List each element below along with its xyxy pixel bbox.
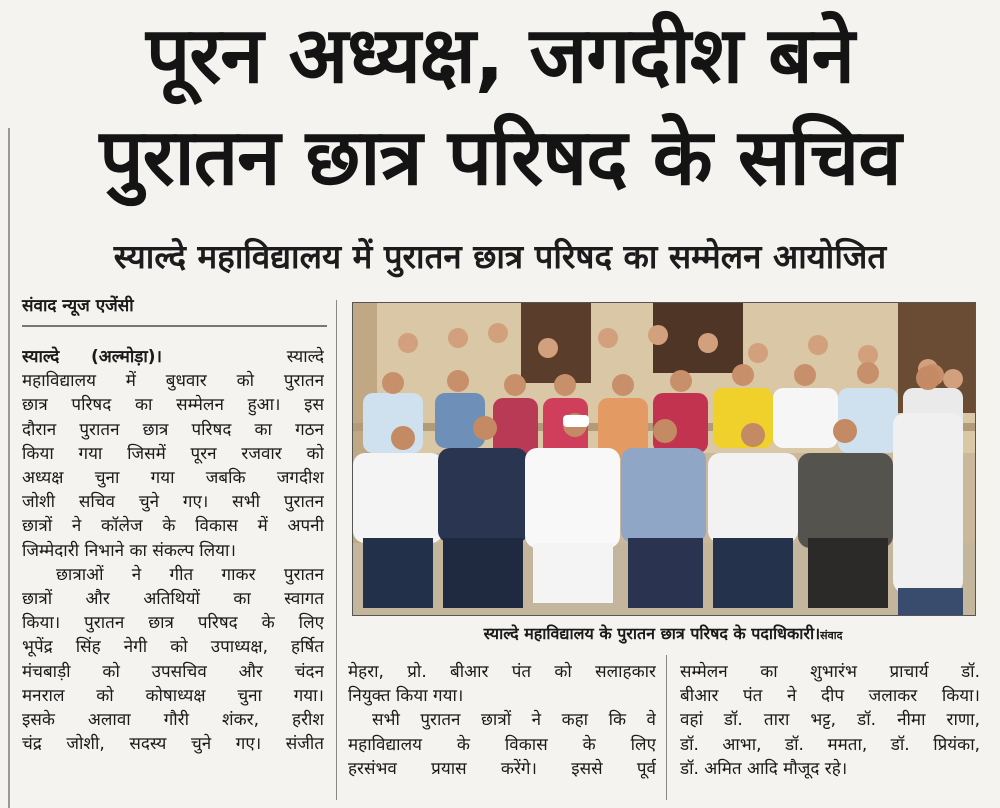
article-line: महाविद्यालय के विकास के लिए (348, 734, 656, 755)
article-line: दौरान पुरातन छात्र परिषद का गठन (22, 419, 324, 440)
article-line: मेहरा, प्रो. बीआर पंत को सलाहकार (348, 662, 656, 682)
article-line: वहां डॉ. तारा भट्ट, डॉ. नीमा राणा, (680, 710, 980, 731)
article-line: जिम्मेदारी निभाने का संकल्प लिया। (22, 540, 236, 561)
article-line: सम्मेलन का शुभारंभ प्राचार्य डॉ. (680, 662, 980, 682)
article-line: हरसंभव प्रयास करेंगे। इससे पूर्व (348, 758, 656, 779)
column-divider (666, 655, 667, 800)
article-line: छात्र परिषद का सम्मेलन हुआ। इस (22, 395, 324, 416)
article-line: अध्यक्ष चुना गया जबकि जगदीश (22, 468, 324, 489)
article-line: जोशी सचिव चुने गए। सभी पुरातन (22, 492, 324, 513)
article-line: भूपेंद्र सिंह नेगी को उपाध्यक्ष, हर्षित (22, 637, 324, 658)
dateline: स्याल्दे (अल्मोड़ा)। (22, 347, 162, 367)
headline-line-2: पुरातन छात्र परिषद के सचिव (99, 113, 901, 203)
article-line: नियुक्त किया गया। (348, 686, 464, 707)
article-line: मनराल को कोषाध्यक्ष चुना गया। (22, 685, 324, 706)
group-photo-image (352, 302, 976, 616)
article-line: महाविद्यालय में बुधवार को पुरातन (22, 371, 324, 392)
article-line: डॉ. आभा, डॉ. ममता, डॉ. प्रियंका, (680, 734, 980, 755)
article-line: मंचबाड़ी को उपसचिव और चंदन (22, 661, 324, 682)
headline-line-1: पूरन अध्यक्ष, जगदीश बने (146, 11, 854, 101)
article-line: स्याल्दे (अल्मोड़ा)। स्याल्दे (22, 347, 324, 367)
article-column-1 (22, 345, 324, 756)
caption-text: स्याल्दे महाविद्यालय के पुरातन छात्र परिषद के पदाधिकारी। (483, 624, 821, 643)
article-line: किया गया जिसमें पूरन रजवार को (22, 443, 324, 464)
photo-credit: संवाद (820, 629, 843, 642)
article-line: छात्रों और अतिथियों का स्वागत (22, 589, 324, 610)
article-line: छात्राओं ने गीत गाकर पुरातन (56, 564, 324, 585)
article-line: सभी पुरातन छात्रों ने कहा कि वे (372, 710, 656, 731)
article-column-3 (680, 660, 980, 781)
article-line: चंद्र जोशी, सदस्य चुने गए। संजीत (22, 734, 324, 755)
article-line: डॉ. अमित आदि मौजूद रहे। (680, 758, 848, 779)
article-line: इसके अलावा गौरी शंकर, हरीश (22, 710, 324, 731)
subheadline: स्याल्दे महाविद्यालय में पुरातन छात्र परिषद का सम्मेलन आयोजित (113, 237, 887, 276)
article-line: किया। पुरातन छात्र परिषद के लिए (22, 613, 324, 634)
byline-rule (22, 325, 327, 327)
article-line: छात्रों ने कॉलेज के विकास में अपनी (22, 516, 324, 537)
column-divider (336, 300, 337, 800)
article-column-2 (348, 660, 656, 781)
article-line: बीआर पंत ने दीप जलाकर किया। (680, 686, 980, 707)
page-left-border (8, 128, 10, 808)
photo-caption (352, 622, 974, 644)
byline: संवाद न्यूज एजेंसी (22, 296, 134, 316)
